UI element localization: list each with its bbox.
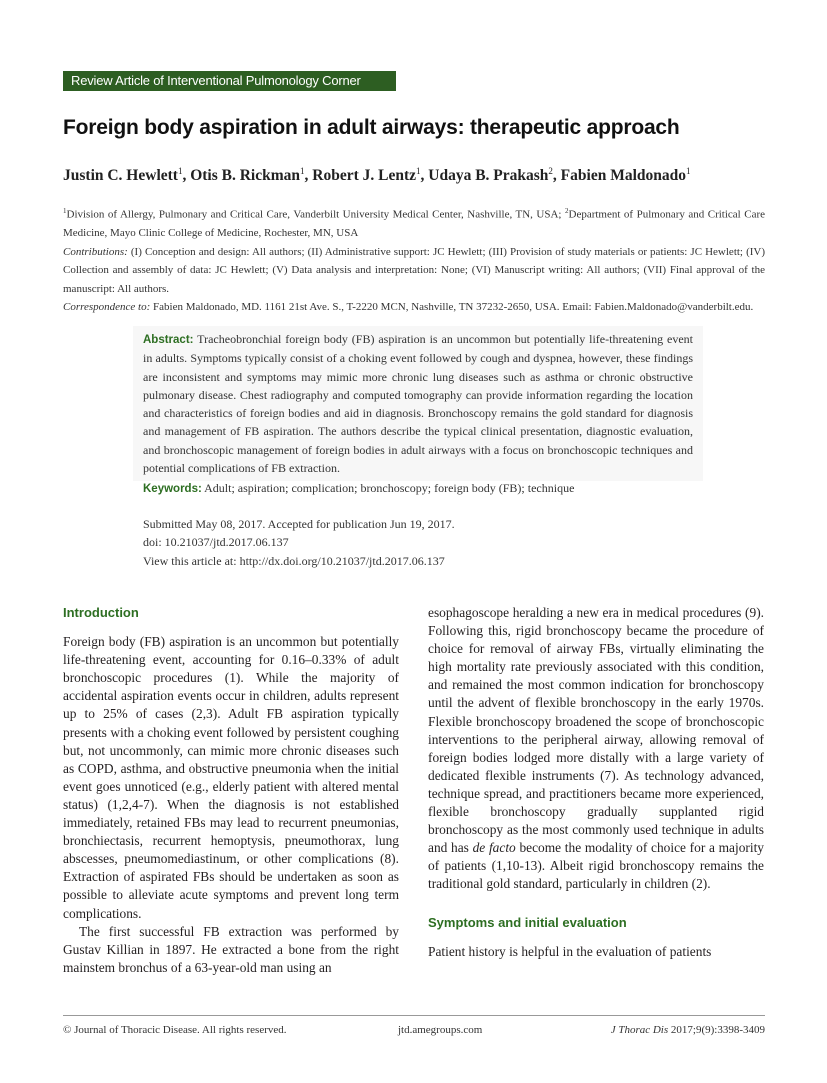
author: Udaya B. Prakash: [428, 167, 549, 185]
keywords-text: Adult; aspiration; complication; bronchoscopy; foreign body (FB); technique: [201, 481, 575, 495]
author: Fabien Maldonado: [560, 167, 686, 185]
keywords: [143, 481, 574, 496]
doi: doi: 10.21037/jtd.2017.06.137: [143, 535, 289, 550]
paragraph-text: become the modality of choice for a majority of patients (1,10-13). Albeit rigid bronchoscopy remains the traditional gold standard, particularly in children (2).: [428, 840, 765, 892]
left-column: [63, 604, 399, 977]
affiliations: $^1$Division of Allergy, Pulmonary and Critical Care, Vanderbilt University Medical Center, Nashville, TN, USA; $^2$Department of Pulmonary and Critical Care Medicine, Mayo Clinic College of Medicine, Rochester, MN, USA: [63, 207, 766, 240]
author: Justin C. Hewlett: [63, 167, 178, 185]
article-title: Foreign body aspiration in adult airways: therapeutic approach: [63, 116, 680, 139]
author: Otis B. Rickman: [190, 167, 301, 185]
section-heading-introduction: Introduction: [63, 605, 139, 620]
contributions: [63, 243, 765, 299]
article-type-banner: Review Article of Interventional Pulmonology Corner: [63, 71, 396, 91]
copyright: © Journal of Thoracic Disease. All rights reserved.: [63, 1024, 287, 1036]
paragraph: [428, 604, 764, 894]
section-heading-symptoms: Symptoms and initial evaluation: [428, 914, 627, 930]
contributions-label: Contributions:: [63, 245, 128, 258]
paragraph: Patient history is helpful in the evaluation of patients: [428, 943, 712, 959]
author: Robert J. Lentz: [312, 167, 417, 185]
submission-dates: Submitted May 08, 2017. Accepted for publication Jun 19, 2017.: [143, 517, 455, 531]
page-footer: [63, 1024, 765, 1036]
author-affiliation: 1: [686, 166, 691, 176]
affiliation-1: Division of Allergy, Pulmonary and Critical Care, Vanderbilt University Medical Center, Nashville, TN, USA;: [66, 208, 565, 221]
author-affiliation: 1: [300, 166, 305, 176]
correspondence: [63, 298, 765, 317]
citation: [611, 1024, 765, 1036]
footer-divider: [63, 1015, 765, 1016]
article-metadata: [63, 202, 765, 317]
author-affiliation: 2: [548, 166, 553, 176]
italic-text: de facto: [472, 840, 516, 856]
abstract-box: [133, 326, 703, 481]
paragraph: Foreign body (FB) aspiration is an uncommon but potentially life-threatening event, accounting for 0.16–0.33% of adult bronchoscopic procedures (1). While the majority of accidental aspiration events occur in children, adults represent up to 25% of cases (2,3). Adult FB aspiration typically presents with a choking event followed by persistent coughing but, not uncommonly, can mimic more chronic diseases such as COPD, asthma, and obstructive pneumonia when the initial event goes unnoticed (e.g., elderly patient with altered mental status) (1,2,4-7). When the diagnosis is not established immediately, retained FBs may lead to recurrent pneumonias, bronchiectasis, recurrent hemoptysis, pneumothorax, lung abscesses, pneumomediastinum, or other complications (8). Extraction of aspirated FBs should be undertaken as soon as possible to alleviate acute symptoms and prevent long term complications.: [63, 634, 399, 921]
paragraph: The first successful FB extraction was performed by Gustav Killian in 1897. He extracted a bone from the right mainstem bronchus of a 63-year-old man using an: [63, 923, 399, 975]
author-affiliation: 1: [416, 166, 421, 176]
contributions-text: (I) Conception and design: All authors; (II) Administrative support: JC Hewlett; (III) Provision of study materials or patients: JC Hewlett; (IV) Collection and assembly of data: JC Hewlett; (V) Data analysis and interpretation: None; (VI) Manuscript writing: All authors; (VII) Final approval of the manuscript: All authors.: [63, 245, 765, 295]
author-affiliation: 1: [177, 166, 183, 176]
abstract-text: Tracheobronchial foreign body (FB) aspiration is an uncommon but potentially life-threatening event in adults. Symptoms typically consist of a choking event followed by cough and dyspnea, however, these findings are inconsistent and symptoms may mimic more chronic lung diseases such as asthma or chronic obstructive pulmonary disease. Chest radiography and computed tomography can provide information regarding the location and characteristics of foreign bodies and aid in diagnosis. Bronchoscopy remains the gold standard for diagnosis and management of FB aspiration. The authors describe the typical clinical presentation, diagnostic evaluation, and bronchoscopic management of foreign bodies in adult airways with a focus on bronchoscopic techniques and potential complications of FB extraction.: [143, 332, 693, 476]
right-column: [428, 604, 764, 961]
abstract-label: Abstract:: [143, 334, 194, 346]
affiliation-2: Department of Pulmonary and Critical Care Medicine, Mayo Clinic College of Medicine, Rochester, MN, USA: [63, 208, 766, 240]
correspondence-text[interactable]: Fabien Maldonado, MD. 1161 21st Ave. S., T-2220 MCN, Nashville, TN 37232-2650, USA. Email: Fabien.Maldonado@vanderbilt.edu.: [150, 301, 754, 314]
journal-name: J Thorac Dis: [610, 1024, 669, 1036]
author-list: Justin C. Hewlett$^1$, Otis B. Rickman$^1$, Robert J. Lentz$^1$, Udaya B. Prakash$^2$, Fabien Maldonado$^1$: [63, 166, 691, 185]
keywords-label: Keywords:: [143, 483, 202, 495]
paragraph-text: esophagoscope heralding a new era in medical procedures (9). Following this, rigid bronchoscopy became the procedure of choice for removal of airway FBs, virtually eliminating the high mortality rate previously associated with this condition, and remained the most common indication for bronchoscopy until the advent of flexible bronchoscopy in the early 1970s. Flexible bronchoscopy broadened the scope of bronchoscopic interventions to the peripheral airway, allowing removal of foreign bodies lodged more distally with a large variety of dedicated flexible instruments (7). As technology advanced, technique spread, and practitioners became more experienced, flexible bronchoscopy gradually supplanted rigid bronchoscopy as the most commonly used technique in adults and has: [428, 605, 764, 856]
publication-info: [143, 515, 455, 570]
citation-text: 2017;9(9):3398-3409: [668, 1024, 765, 1036]
journal-site[interactable]: jtd.amegroups.com: [398, 1024, 483, 1036]
correspondence-label: Correspondence to:: [63, 301, 151, 314]
article-link[interactable]: View this article at: http://dx.doi.org/10.21037/jtd.2017.06.137: [143, 553, 445, 568]
